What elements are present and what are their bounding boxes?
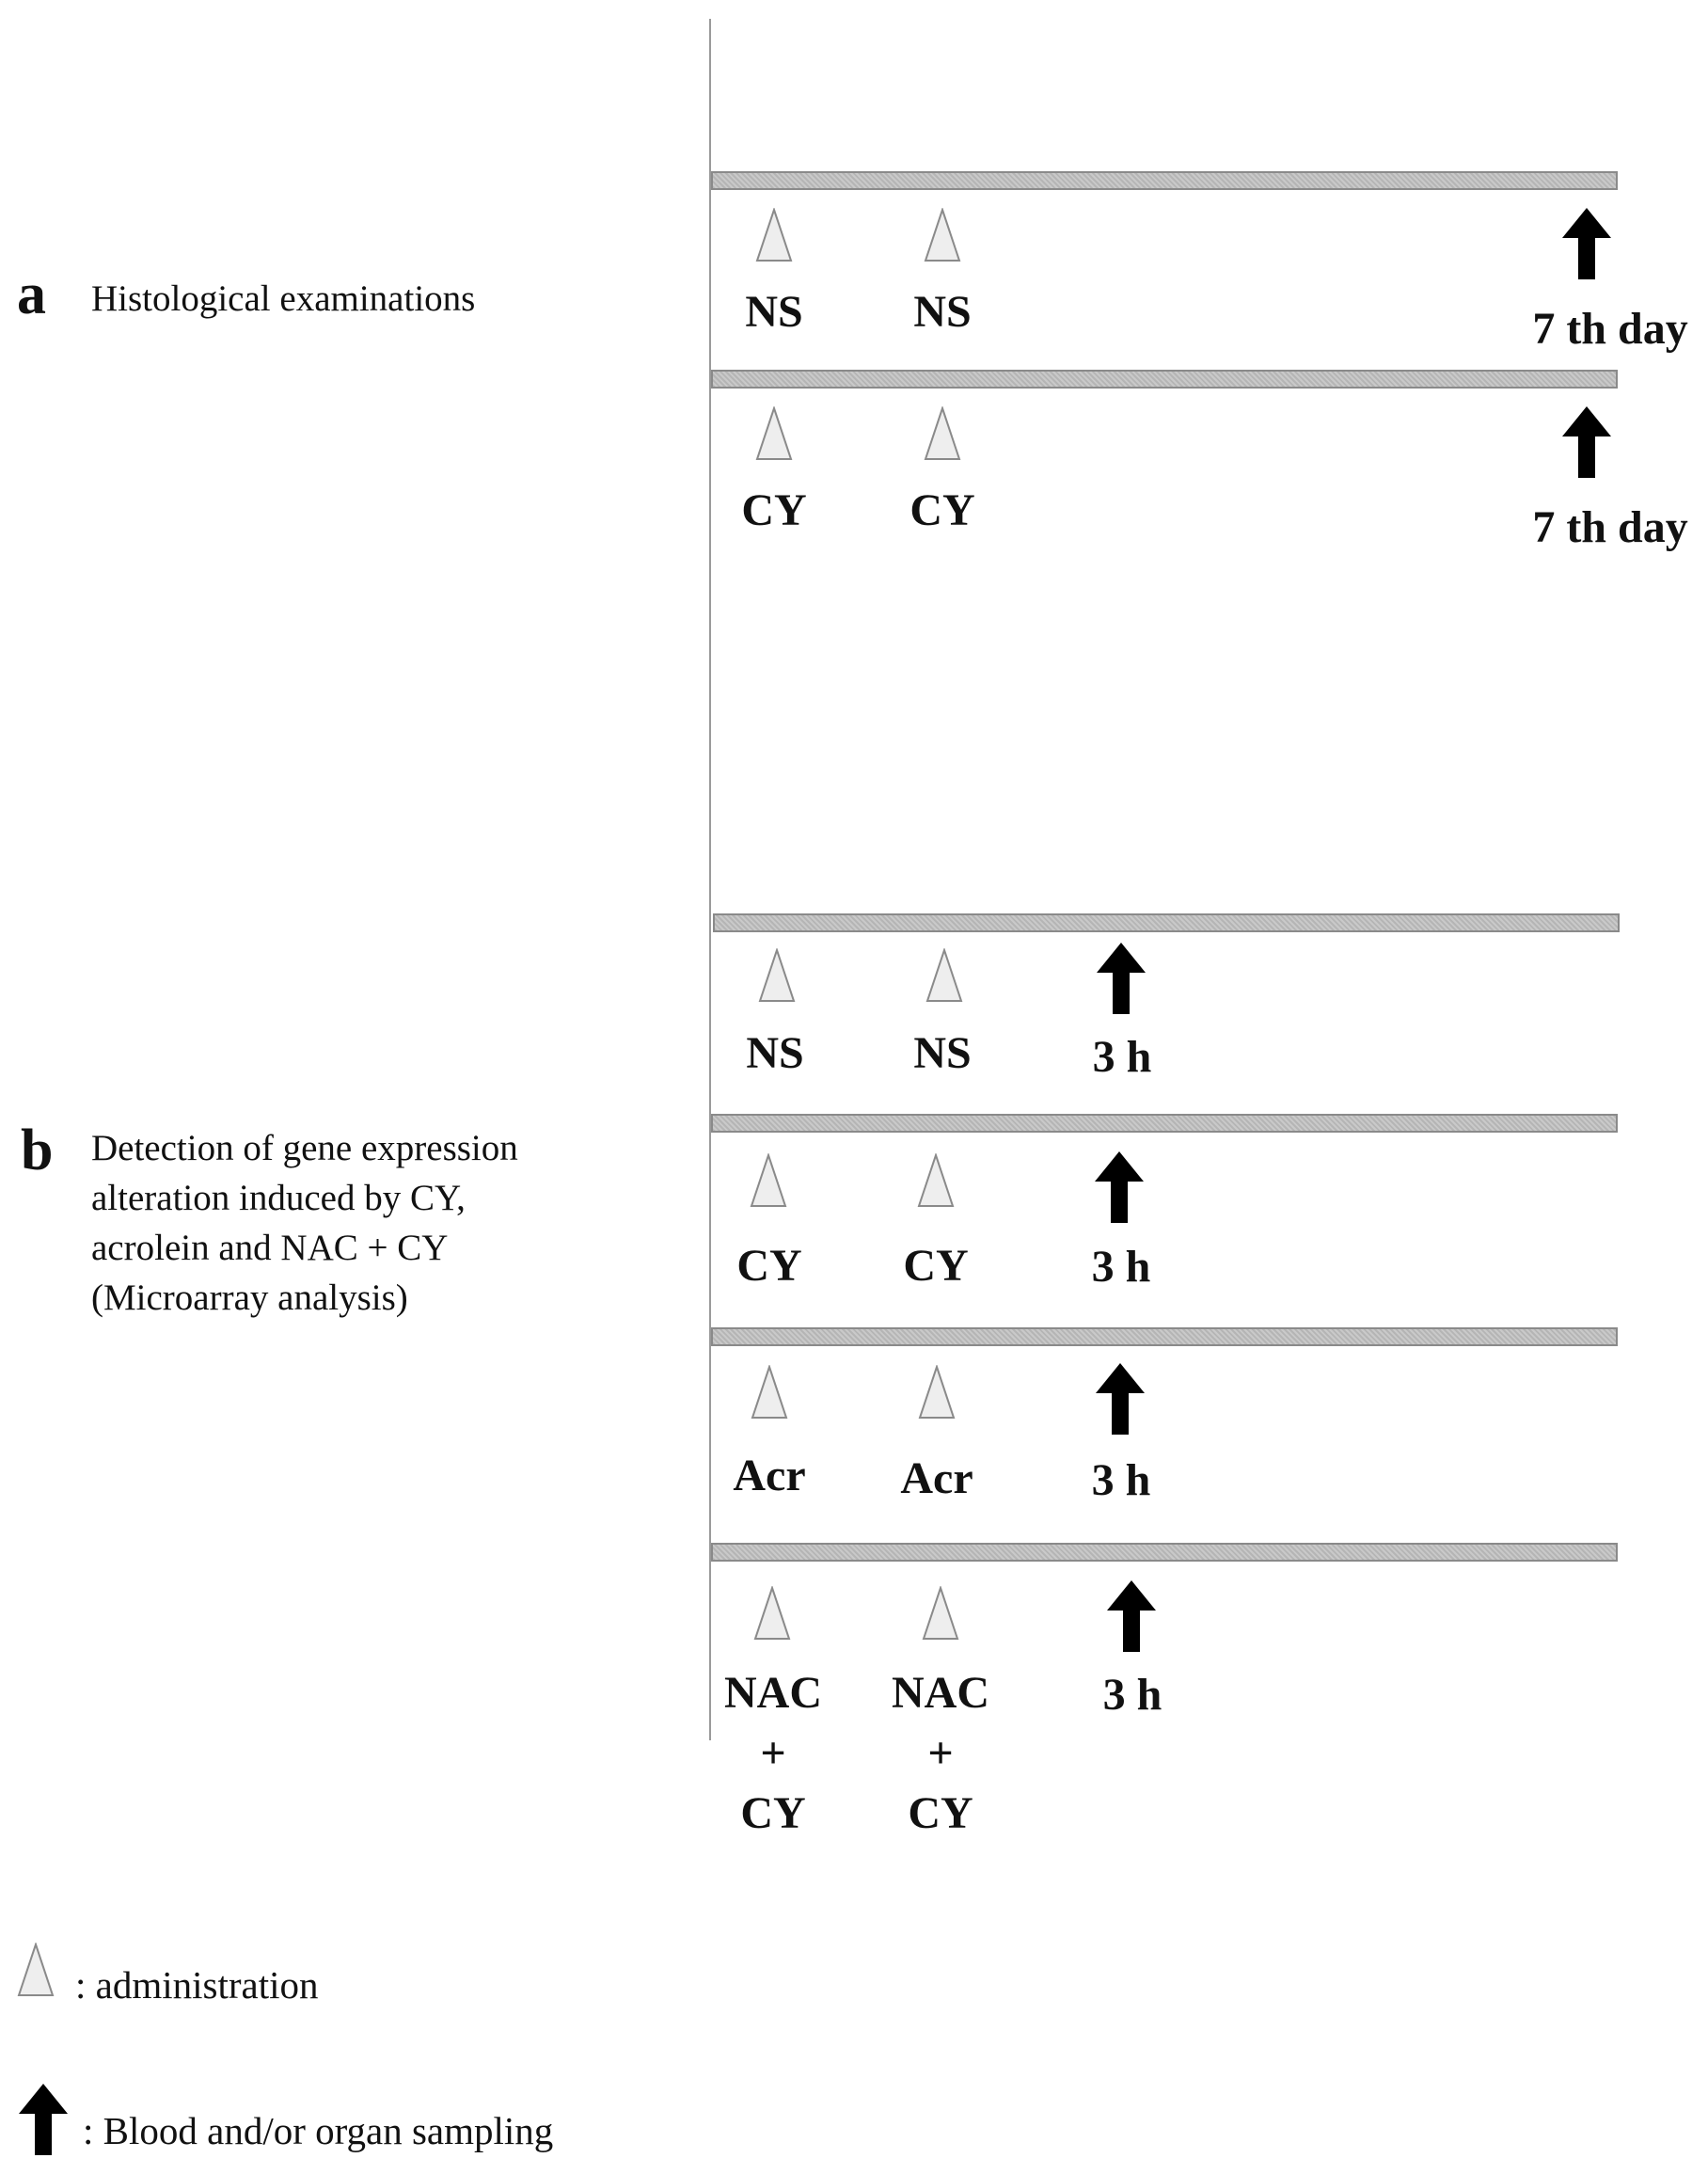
admin-label: CY — [741, 485, 807, 535]
up-arrow-icon — [19, 2084, 68, 2155]
up-arrow-icon — [1097, 943, 1146, 1014]
admin-label-line: NAC + CY — [724, 1668, 822, 1838]
admin-label: NS — [745, 287, 803, 337]
triangle-icon — [917, 1153, 955, 1208]
admin-label: CY — [909, 485, 975, 535]
timeline-bar — [711, 1114, 1618, 1133]
timeline-bar — [711, 171, 1618, 190]
admin-label: CY — [736, 1241, 802, 1291]
section-a-letter: a — [17, 262, 46, 326]
timeline-axis — [709, 19, 711, 1740]
up-arrow-icon — [1096, 1363, 1145, 1435]
timeline-bar — [711, 1327, 1618, 1346]
sample-time-label: 7 th day — [1532, 502, 1688, 552]
admin-label: Acr — [733, 1451, 806, 1500]
timeline-bar — [711, 1543, 1618, 1562]
admin-label: NS — [913, 1028, 972, 1078]
triangle-icon — [755, 406, 793, 461]
section-b-title-line: acrolein and NAC + CY — [91, 1228, 449, 1268]
admin-label-line: NAC + CY — [892, 1668, 989, 1838]
sample-time-label: 3 h — [1102, 1670, 1162, 1720]
triangle-icon — [758, 948, 796, 1003]
admin-label: NS — [913, 287, 972, 337]
legend-administration: : administration — [75, 1963, 319, 2007]
up-arrow-icon — [1562, 406, 1611, 478]
timeline-bar — [713, 913, 1620, 932]
triangle-icon — [924, 208, 961, 262]
triangle-icon — [751, 1365, 788, 1420]
admin-label-multiline — [724, 1663, 822, 1844]
sample-time-label: 3 h — [1091, 1242, 1151, 1292]
admin-label: CY — [903, 1241, 969, 1291]
up-arrow-icon — [1107, 1580, 1156, 1652]
triangle-icon — [922, 1586, 959, 1641]
legend-sampling: : Blood and/or organ sampling — [83, 2109, 554, 2152]
triangle-icon — [925, 948, 963, 1003]
section-b-title-line: Detection of gene expression — [91, 1128, 518, 1168]
triangle-icon — [755, 208, 793, 262]
sample-time-label: 3 h — [1091, 1455, 1151, 1505]
triangle-icon — [918, 1365, 956, 1420]
section-b-title-line: alteration induced by CY, — [91, 1178, 466, 1218]
up-arrow-icon — [1095, 1151, 1144, 1223]
sample-time-label: 7 th day — [1532, 304, 1688, 354]
section-b-letter: b — [21, 1119, 54, 1182]
up-arrow-icon — [1562, 208, 1611, 279]
timeline-bar — [711, 370, 1618, 389]
sample-time-label: 3 h — [1092, 1032, 1152, 1082]
triangle-icon — [924, 406, 961, 461]
admin-label: Acr — [900, 1453, 973, 1503]
admin-label-multiline — [892, 1663, 989, 1844]
triangle-icon — [750, 1153, 787, 1208]
admin-label: NS — [746, 1028, 804, 1078]
triangle-icon — [17, 1943, 55, 1997]
triangle-icon — [753, 1586, 791, 1641]
section-b-title-line: (Microarray analysis) — [91, 1277, 408, 1318]
section-a-title: Histological examinations — [91, 278, 476, 319]
